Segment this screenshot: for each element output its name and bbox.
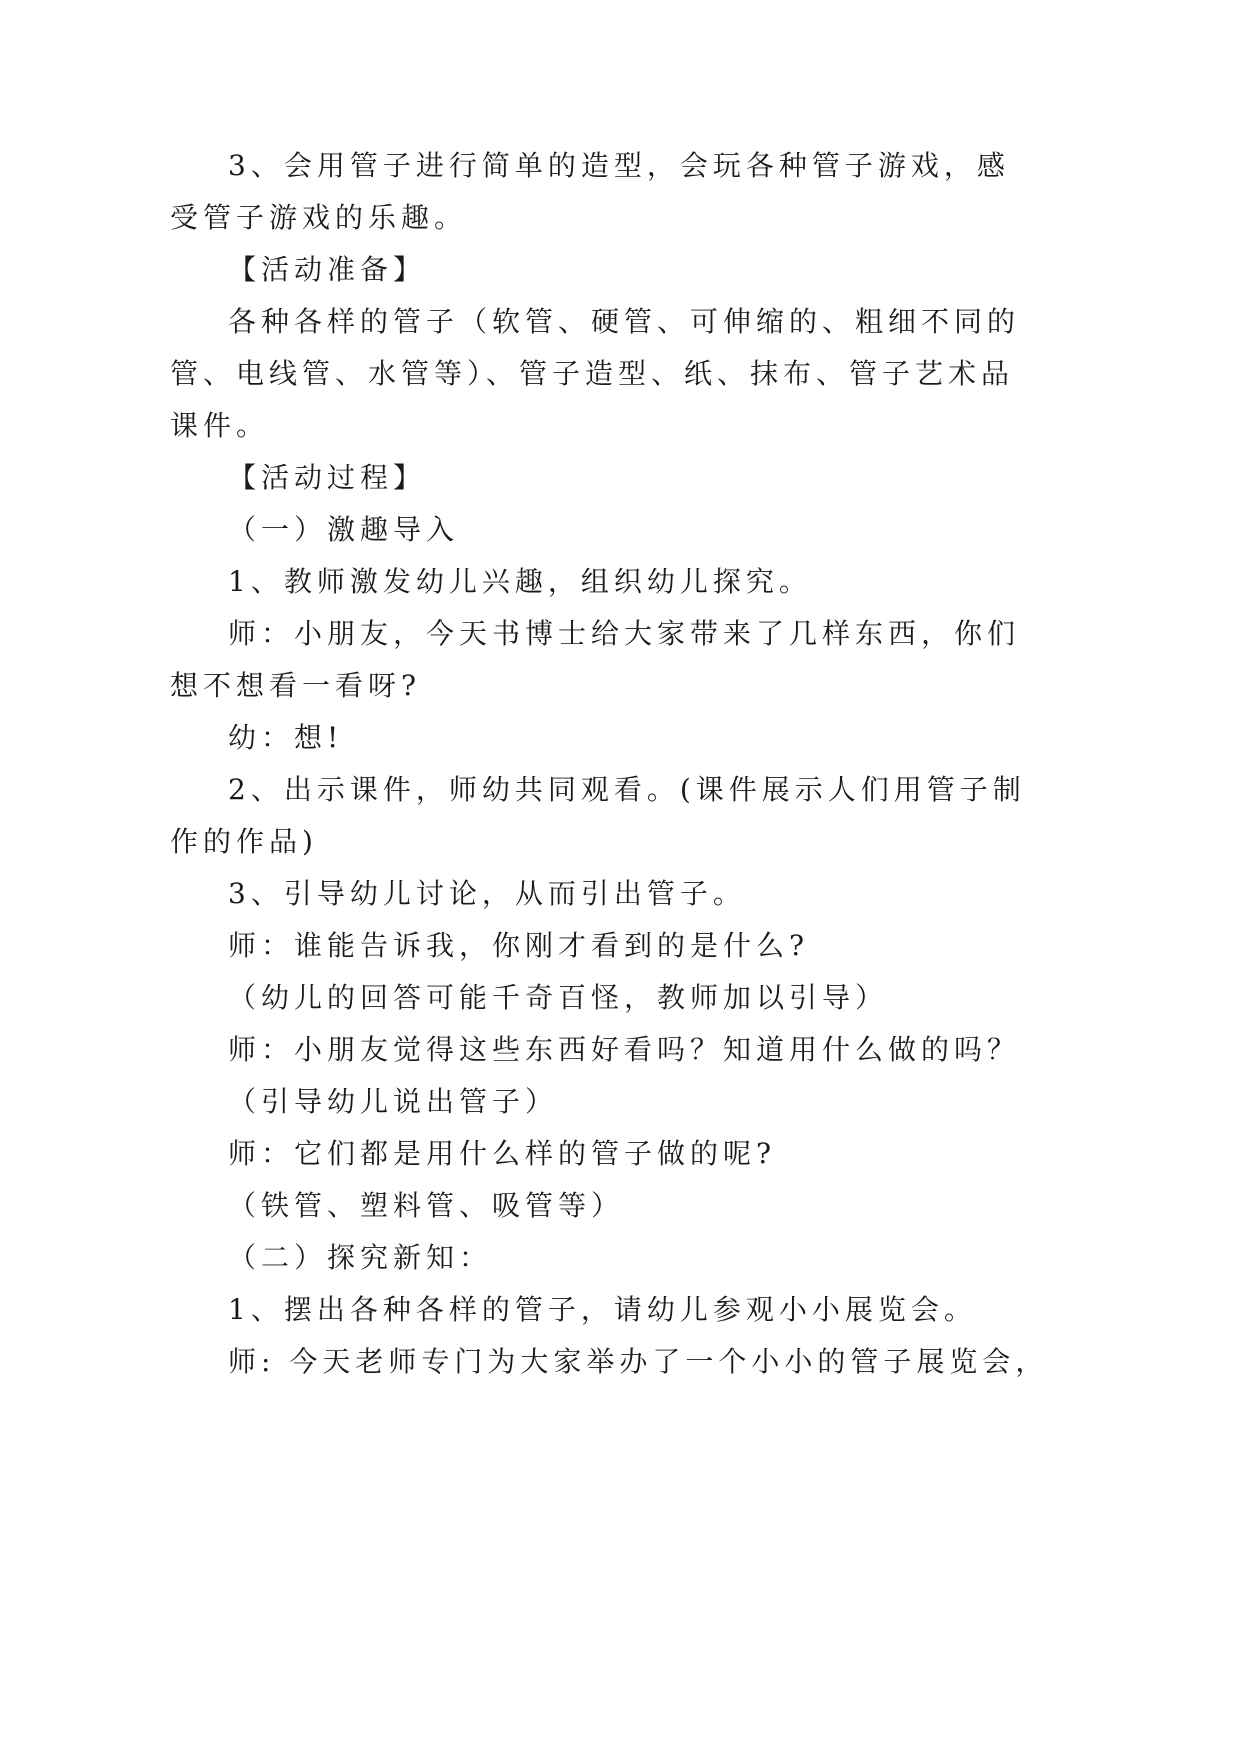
text-line: 3、会用管子进行简单的造型，会玩各种管子游戏，感 (228, 149, 1010, 182)
text-line: （幼儿的回答可能千奇百怪，教师加以引导） (228, 981, 889, 1014)
text-line: 想不想看一看呀? (170, 669, 422, 702)
text-line: （引导幼儿说出管子） (228, 1085, 559, 1118)
text-line: 受管子游戏的乐趣。 (170, 201, 468, 234)
text-line: 3、引导幼儿讨论，从而引出管子。 (228, 877, 746, 910)
text-line: 1、教师激发幼儿兴趣，组织幼儿探究。 (228, 565, 812, 598)
text-line: 幼：想! (228, 721, 344, 754)
text-line: 师：小朋友，今天书博士给大家带来了几样东西，你们 (228, 617, 1021, 650)
subsection-heading: （一）激趣导入 (228, 513, 460, 546)
section-heading: 【活动准备】 (228, 253, 427, 286)
text-line: 2、出示课件，师幼共同观看。(课件展示人们用管子制 (228, 773, 1026, 806)
text-line: 师：谁能告诉我，你刚才看到的是什么? (228, 929, 810, 962)
section-heading: 【活动过程】 (228, 461, 427, 494)
text-line: 1、摆出各种各样的管子，请幼儿参观小小展览会。 (228, 1293, 977, 1326)
text-line: 师：它们都是用什么样的管子做的呢? (228, 1137, 777, 1170)
text-line: 管、电线管、水管等）、管子造型、纸、抹布、管子艺术品 (170, 357, 1015, 390)
text-line: 各种各样的管子（软管、硬管、可伸缩的、粗细不同的 (228, 305, 1021, 338)
text-line: 师：小朋友觉得这些东西好看吗？知道用什么做的吗？ (228, 1033, 1021, 1066)
text-line: 课件。 (170, 409, 270, 442)
subsection-heading: （二）探究新知： (228, 1241, 493, 1274)
text-line: 师: 今天老师专门为大家举办了一个小小的管子展览会， (228, 1345, 1049, 1378)
text-line: 作的作品) (170, 825, 318, 858)
text-line: （铁管、塑料管、吸管等） (228, 1189, 625, 1222)
